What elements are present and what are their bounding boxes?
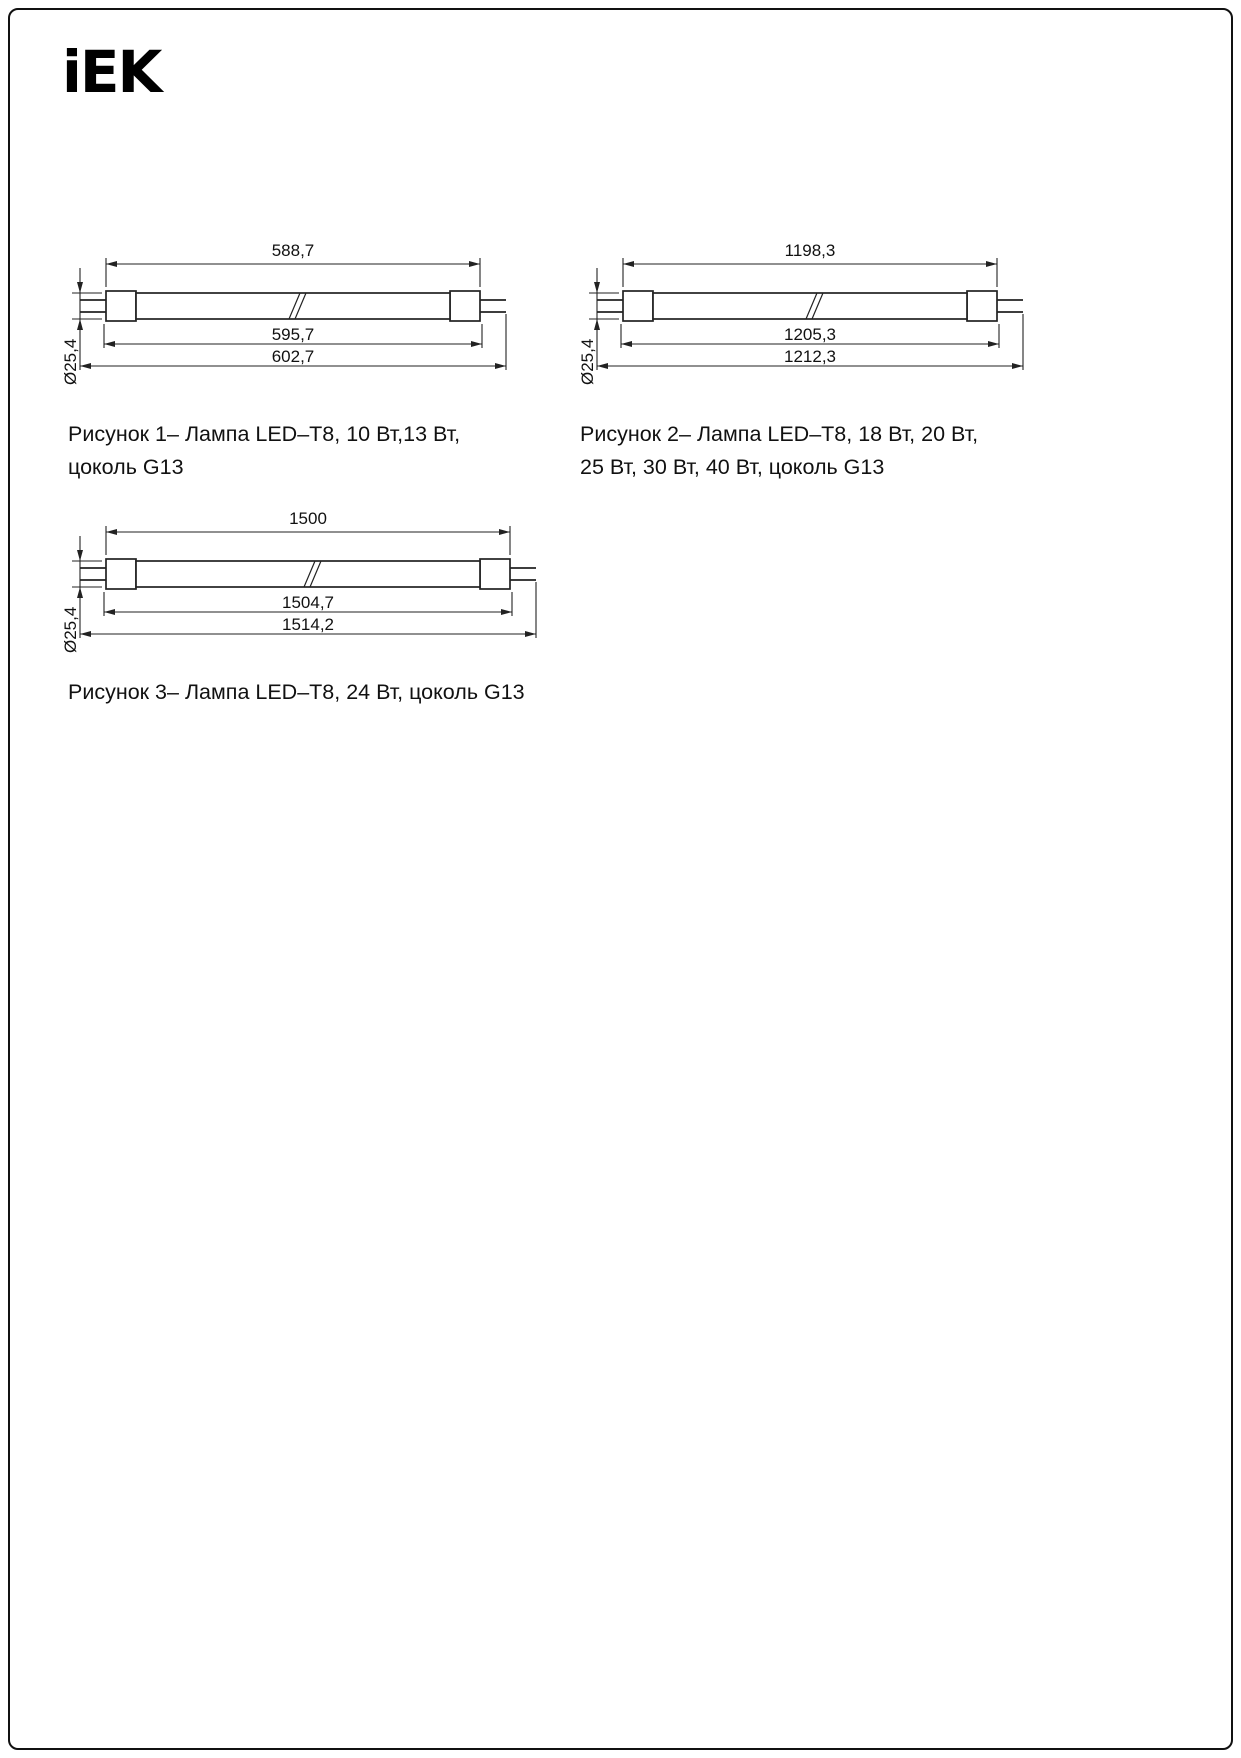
dimension-diameter — [61, 268, 102, 385]
figure-1-caption-line-2: цоколь G13 — [68, 455, 184, 479]
figure-1-caption-line-1: Рисунок 1– Лампа LED–T8, 10 Вт,13 Вт, — [68, 422, 461, 446]
figure-1-caption — [68, 418, 548, 484]
figure-3-drawing — [58, 508, 558, 668]
dimension-top — [106, 241, 480, 287]
dim-label-diameter: Ø25,4 — [61, 606, 80, 653]
dim-label-middle: 595,7 — [271, 325, 315, 344]
dim-label-bottom: 1514,2 — [282, 615, 334, 634]
figure-2-caption-line-2: 25 Вт, 30 Вт, 40 Вт, цоколь G13 — [580, 455, 885, 479]
lamp-outline — [80, 559, 536, 589]
lamp-outline — [597, 291, 1023, 321]
dim-label-bottom: 1212,3 — [784, 347, 836, 366]
dimension-middle — [104, 592, 512, 616]
dimension-diameter — [61, 536, 102, 653]
figure-3-caption-line-1: Рисунок 3– Лампа LED–T8, 24 Вт, цоколь G13 — [68, 680, 525, 704]
dimension-top — [106, 509, 510, 555]
dim-label-middle: 1504,7 — [282, 593, 334, 612]
dim-label-top: 1500 — [289, 509, 327, 528]
dimension-middle — [104, 324, 482, 348]
figure-3 — [58, 508, 558, 673]
dimension-diameter — [578, 268, 619, 385]
dim-label-diameter: Ø25,4 — [61, 338, 80, 385]
dim-label-bottom: 602,7 — [271, 347, 315, 366]
figure-1 — [58, 240, 528, 405]
dim-label-top: 1198,3 — [784, 241, 836, 260]
iek-logo: iEK — [62, 38, 161, 106]
figure-2 — [575, 240, 1045, 405]
dimension-middle — [621, 324, 999, 348]
figure-2-drawing — [575, 240, 1045, 400]
figure-1-drawing — [58, 240, 528, 400]
dim-label-middle: 1205,3 — [784, 325, 836, 344]
dim-label-diameter: Ø25,4 — [578, 338, 597, 385]
figure-2-caption-line-1: Рисунок 2– Лампа LED–T8, 18 Вт, 20 Вт, — [580, 422, 979, 446]
lamp-outline — [80, 291, 506, 321]
figure-2-caption — [580, 418, 1030, 484]
dim-label-top: 588,7 — [271, 241, 315, 260]
dimension-top — [623, 241, 997, 287]
figure-3-caption — [68, 676, 708, 709]
